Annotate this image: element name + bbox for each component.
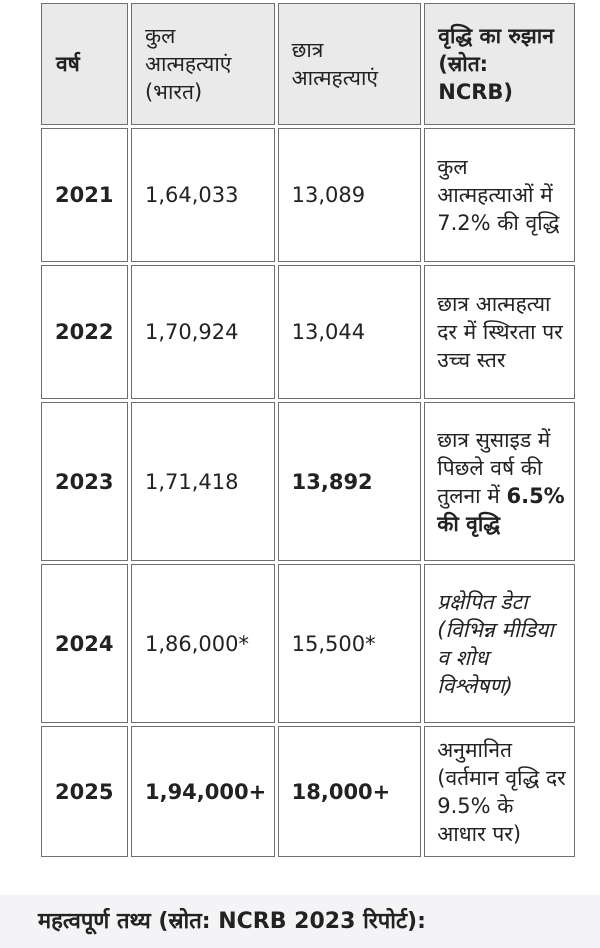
cell-trend: अनुमानित (वर्तमान वृद्धि दर 9.5% के आधार पर) [424, 726, 575, 857]
header-student-suicides: छात्र आत्महत्याएं [278, 3, 422, 125]
important-facts-heading: महत्वपूर्ण तथ्य (स्रोत: NCRB 2023 रिपोर्ट): [38, 909, 426, 934]
cell-total: 1,70,924 [131, 265, 275, 399]
cell-total: 1,94,000+ [131, 726, 275, 857]
cell-trend: छात्र आत्महत्या दर में स्थिरता पर उच्च स्तर [424, 265, 575, 399]
cell-total: 1,64,033 [131, 128, 275, 262]
header-growth-trend: वृद्धि का रुझान (स्रोत: NCRB) [424, 3, 575, 125]
table-row [41, 726, 575, 857]
cell-student: 18,000+ [278, 726, 422, 857]
cell-total: 1,71,418 [131, 402, 275, 561]
cell-year: 2022 [41, 265, 128, 399]
cell-student: 13,089 [278, 128, 422, 262]
trend-highlight: 6.5% की वृद्धि [437, 483, 565, 536]
cell-student: 13,044 [278, 265, 422, 399]
cell-trend: प्रक्षेपित डेटा (विभिन्न मीडिया व शोध विश्लेषण) [424, 564, 575, 723]
table-row [41, 265, 575, 399]
cell-year: 2023 [41, 402, 128, 561]
cell-trend [424, 402, 575, 561]
table-row [41, 128, 575, 262]
header-total-suicides: कुल आत्महत्याएं (भारत) [131, 3, 275, 125]
table-row [41, 564, 575, 723]
cell-year: 2025 [41, 726, 128, 857]
cell-year: 2021 [41, 128, 128, 262]
suicide-statistics-table [38, 0, 578, 860]
cell-student: 15,500* [278, 564, 422, 723]
cell-trend: कुल आत्महत्याओं में 7.2% की वृद्धि [424, 128, 575, 262]
cell-student: 13,892 [278, 402, 422, 561]
cell-year: 2024 [41, 564, 128, 723]
trend-text: छात्र सुसाइड में पिछले वर्ष की तुलना में [437, 427, 551, 508]
cell-total: 1,86,000* [131, 564, 275, 723]
header-year: वर्ष [41, 3, 128, 125]
table-header-row [41, 3, 575, 125]
table-row [41, 402, 575, 561]
